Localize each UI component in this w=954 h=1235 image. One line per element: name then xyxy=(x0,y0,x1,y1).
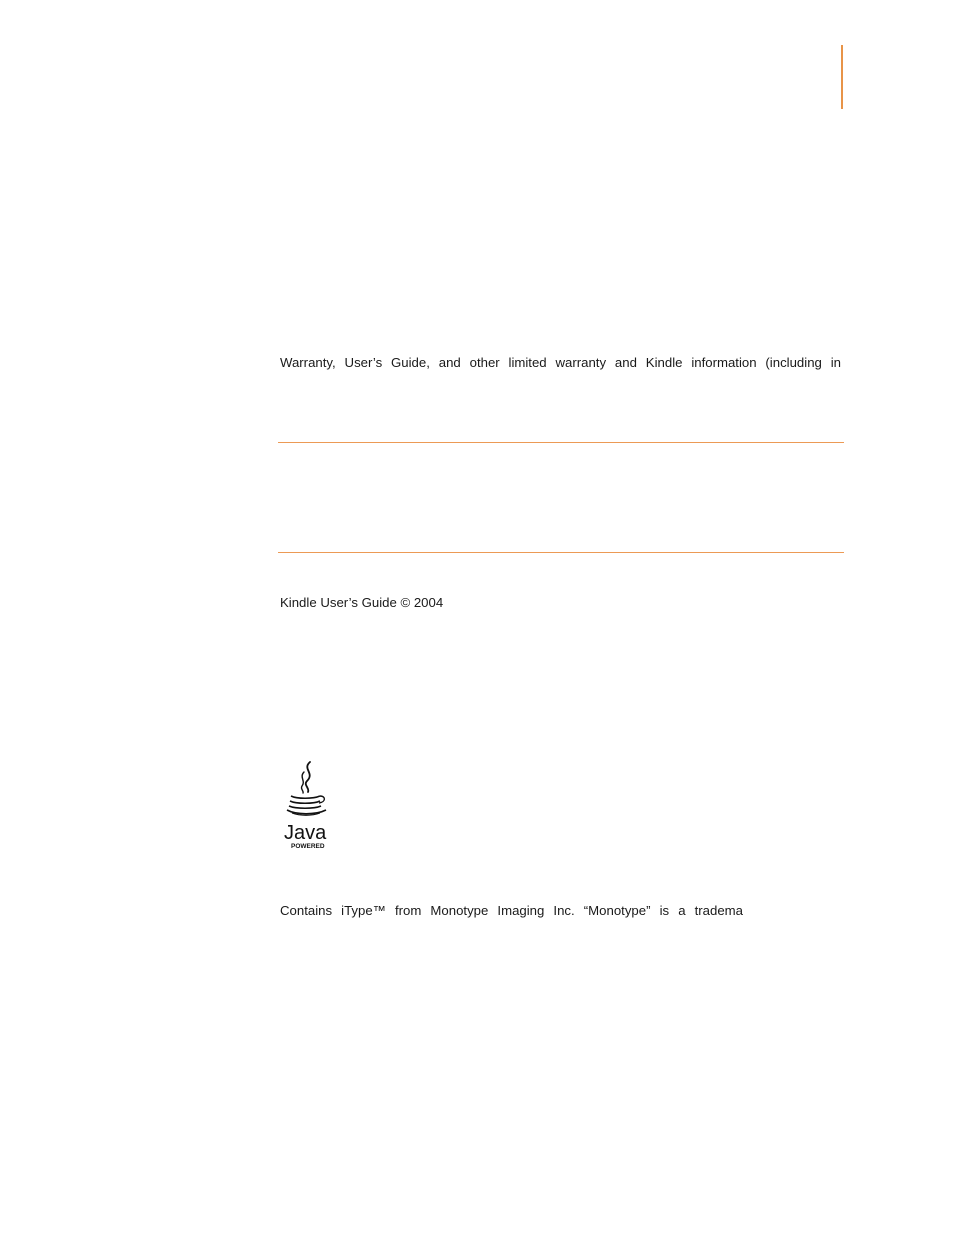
divider-top xyxy=(278,442,844,443)
divider-bottom xyxy=(278,552,844,553)
java-tagline: POWERED xyxy=(291,843,325,850)
java-coffee-cup-icon xyxy=(282,760,332,850)
itype-paragraph: Contains iType™ from Monotype Imaging Inc. “Monotype” is a tradema xyxy=(280,903,743,918)
java-powered-logo xyxy=(282,760,332,850)
copyright-paragraph: Kindle User’s Guide © 2004 xyxy=(280,595,444,610)
page-edge-accent-bar xyxy=(841,45,843,109)
java-wordmark: Java xyxy=(284,822,327,844)
warranty-paragraph: Warranty, User’s Guide, and other limited warranty and Kindle information (including in xyxy=(280,355,841,370)
